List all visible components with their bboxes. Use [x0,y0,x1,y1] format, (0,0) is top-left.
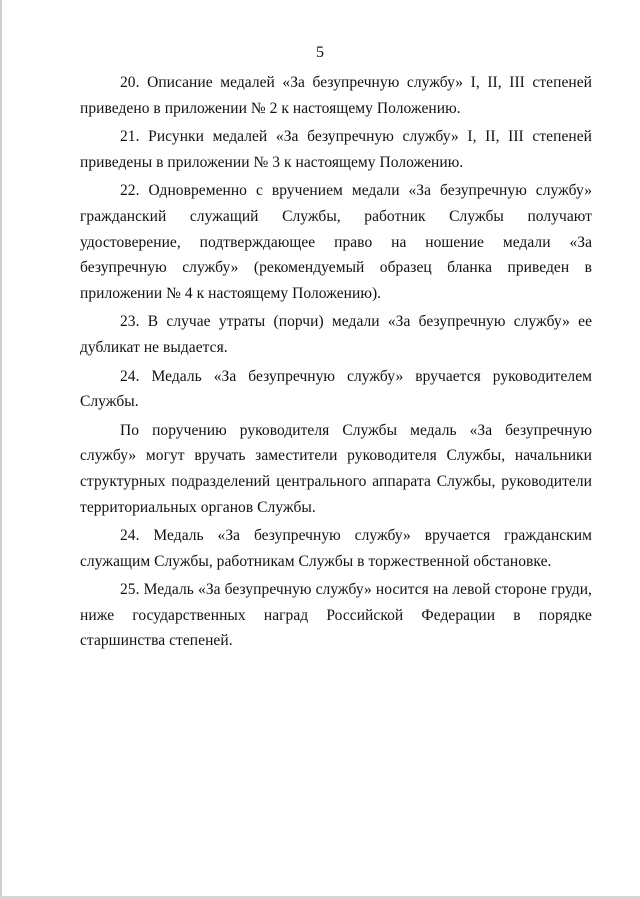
document-body [80,70,592,654]
paragraph-20: 20. Описание медалей «За безупречную службу» I, II, III степеней приведено в приложении № 2 к настоящему Положению. [80,74,592,117]
paragraph-21: 21. Рисунки медалей «За безупречную службу» I, II, III степеней приведены в приложении № 3 к настоящему Положению. [80,128,592,171]
paragraph-24: 24. Медаль «За безупречную службу» вручается руководителем Службы. [80,367,592,411]
paragraph-25: 25. Медаль «За безупречную службу» носится на левой стороне груди, ниже государственных наград Российской Федерации в порядке старшинства степеней. [80,581,592,650]
paragraph-24-second: 24. Медаль «За безупречную службу» вручается гражданским служащим Службы, работникам Службы в торжественной обстановке. [80,527,592,570]
page-number: 5 [316,44,324,61]
paragraph-22: 22. Одновременно с вручением медали «За безупречную службу» гражданский служащий Службы, работник Службы получают удостоверение, подтверждающее право на ношение медали «За безупречную службу» (рекомендуемый образец бланка приведен в приложении № 4 к настоящему Положению). [80,182,592,302]
paragraph-23: 23. В случае утраты (порчи) медали «За безупречную службу» ее дубликат не выдается. [80,313,592,356]
paragraph-24-continued: По поручению руководителя Службы медаль «За безупречную службу» могут вручать заместители руководителя Службы, начальники структурных подразделений центрального аппарата Службы, руководители территориальных органов Службы. [80,421,592,516]
scan-edge-left [0,0,2,899]
